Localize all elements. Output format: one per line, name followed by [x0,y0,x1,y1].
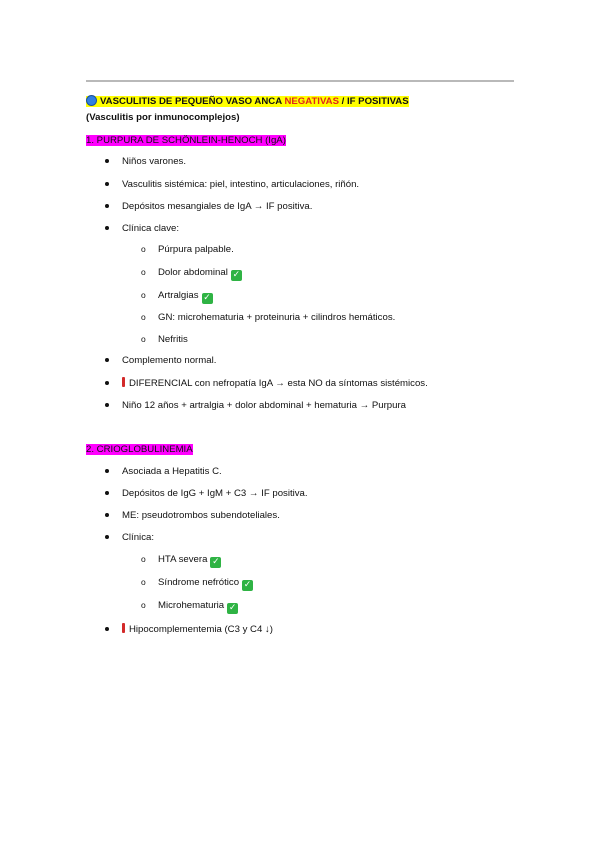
sub-list-item: Púrpura palpable. [158,244,234,255]
sub-bullet-icon: o [141,290,146,300]
bullet-icon [105,491,109,495]
bullet-icon [105,204,109,208]
list-item-text: Hipocomplementemia (C3 y C4 ↓) [129,624,273,635]
exclamation-icon [122,377,125,387]
list-item: Niños varones. [122,156,186,167]
list-item: Asociada a Hepatitis C. [122,466,222,477]
title-negativas: NEGATIVAS [284,96,339,107]
sub-list-item-text: Dolor abdominal [158,267,228,278]
list-item [122,623,273,636]
check-icon: ✓ [212,557,220,567]
title-suffix: / IF POSITIVAS [338,96,409,107]
sub-list-item [158,576,253,591]
sub-bullet-icon: o [141,267,146,277]
bullet-icon [105,159,109,163]
check-icon: ✓ [228,603,237,613]
check-icon: ✓ [203,293,211,303]
check-icon: ✓ [232,270,241,280]
heading-crioglobulinemia [86,443,193,456]
heading-purpura [86,134,286,147]
sub-bullet-icon: o [141,312,146,322]
list-item: ME: pseudotrombos subendoteliales. [122,510,280,521]
sub-list-item-text: Artralgias [158,290,199,301]
sub-list-item [158,266,242,281]
bullet-icon [105,358,109,362]
exclamation-icon [122,623,125,633]
title-highlight-box [86,96,409,107]
sub-bullet-icon: o [141,600,146,610]
bullet-icon [105,513,109,517]
title-prefix: VASCULITIS DE PEQUEÑO VASO ANCA [100,96,285,107]
bullet-icon [105,403,109,407]
list-item: Vasculitis sistémica: piel, intestino, articulaciones, riñón. [122,179,360,190]
list-item: Clínica: [122,532,154,543]
sub-bullet-icon: o [141,577,146,587]
sub-list-item [158,289,213,304]
blue-circle-icon [86,95,97,106]
top-divider [86,80,514,82]
sub-list-item-text: Síndrome nefrótico [158,577,240,588]
list-item: Complemento normal. [122,355,217,366]
list-item: Depósitos mesangiales de IgA → IF positiva. [122,201,313,212]
bullet-icon [105,381,109,385]
sub-bullet-icon: o [141,554,146,564]
sub-list-item-text: HTA severa [158,554,208,565]
bullet-icon [105,182,109,186]
sub-bullet-icon: o [141,334,146,344]
list-item: Depósitos de IgG + IgM + C3 → IF positiva. [122,488,308,499]
section-title [86,95,409,108]
sub-list-item: Nefritis [158,334,188,345]
bullet-icon [105,469,109,473]
sub-list-item-text: Microhematuria [158,600,225,611]
list-item: Clínica clave: [122,223,180,234]
list-item-text: DIFERENCIAL con nefropatía IgA → esta NO da síntomas sistémicos. [129,378,428,389]
sub-list-item: GN: microhematuria + proteinuria + cilindros hemáticos. [158,312,396,323]
heading-crioglobulinemia-text: 2. CRIOGLOBULINEMIA [86,444,193,455]
section-subtitle: (Vasculitis por inmunocomplejos) [86,112,240,123]
sub-bullet-icon: o [141,244,146,254]
list-item [122,377,428,390]
bullet-icon [105,535,109,539]
sub-list-item [158,599,238,614]
bullet-icon [105,627,109,631]
check-icon: ✓ [243,580,252,590]
sub-list-item [158,553,221,568]
bullet-icon [105,226,109,230]
list-item: Niño 12 años + artralgia + dolor abdominal + hematuria → Purpura [122,400,406,411]
heading-purpura-text: 1. PURPURA DE SCHÖNLEIN-HENOCH (IgA) [86,135,286,146]
